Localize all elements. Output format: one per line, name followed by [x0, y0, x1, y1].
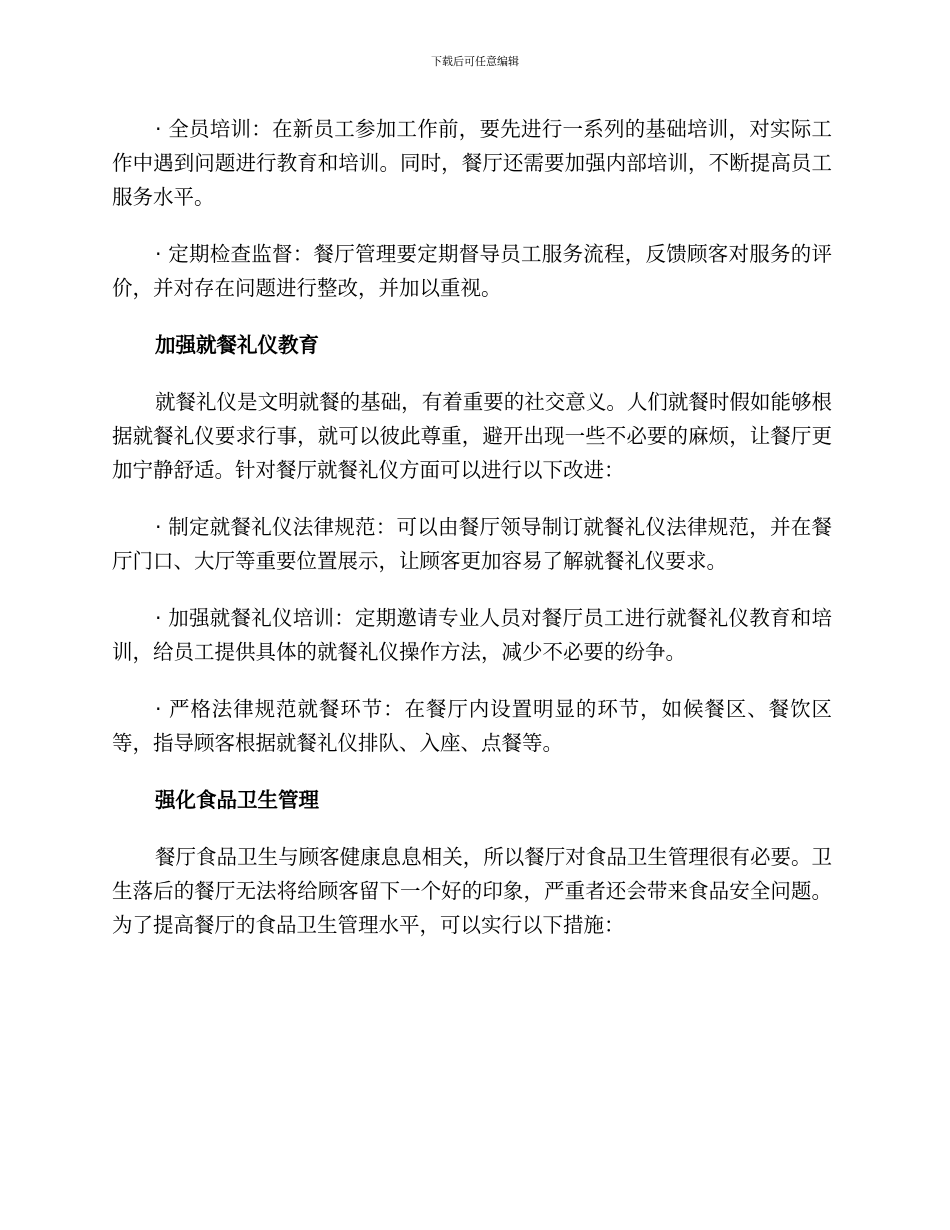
page-header-note: 下载后可任意编辑: [431, 55, 519, 68]
bullet-staff-training: · 全员培训：在新员工参加工作前，要先进行一系列的基础培训，对实际工作中遇到问题进行教育和培训。同时，餐厅还需要加强内部培训，不断提高员工服务水平。: [112, 117, 832, 209]
paragraph-dining-etiquette-intro: 就餐礼仪是文明就餐的基础，有着重要的社交意义。人们就餐时假如能够根据就餐礼仪要求行事，就可以彼此尊重，避开出现一些不必要的麻烦，让餐厅更加宁静舒适。针对餐厅就餐礼仪方面可以进行以下改进：: [112, 390, 832, 482]
document-body: [112, 112, 832, 942]
bullet-etiquette-rules: · 制定就餐礼仪法律规范：可以由餐厅领导制订就餐礼仪法律规范，并在餐厅门口、大厅等重要位置展示，让顾客更加容易了解就餐礼仪要求。: [112, 515, 832, 573]
paragraph-food-hygiene-intro: 餐厅食品卫生与顾客健康息息相关，所以餐厅对食品卫生管理很有必要。卫生落后的餐厅无法将给顾客留下一个好的印象，严重者还会带来食品安全问题。为了提高餐厅的食品卫生管理水平，可以实行以下措施：: [112, 845, 832, 937]
bullet-dining-process: · 严格法律规范就餐环节：在餐厅内设置明显的环节，如候餐区、餐饮区等，指导顾客根据就餐礼仪排队、入座、点餐等。: [112, 697, 832, 755]
section-heading-dining-etiquette: 加强就餐礼仪教育: [155, 333, 319, 357]
bullet-etiquette-training: · 加强就餐礼仪培训：定期邀请专业人员对餐厅员工进行就餐礼仪教育和培训，给员工提供具体的就餐礼仪操作方法，减少不必要的纷争。: [112, 606, 832, 664]
bullet-regular-inspection: · 定期检查监督：餐厅管理要定期督导员工服务流程，反馈顾客对服务的评价，并对存在问题进行整改，并加以重视。: [112, 242, 832, 300]
section-heading-food-hygiene: 强化食品卫生管理: [155, 788, 319, 812]
